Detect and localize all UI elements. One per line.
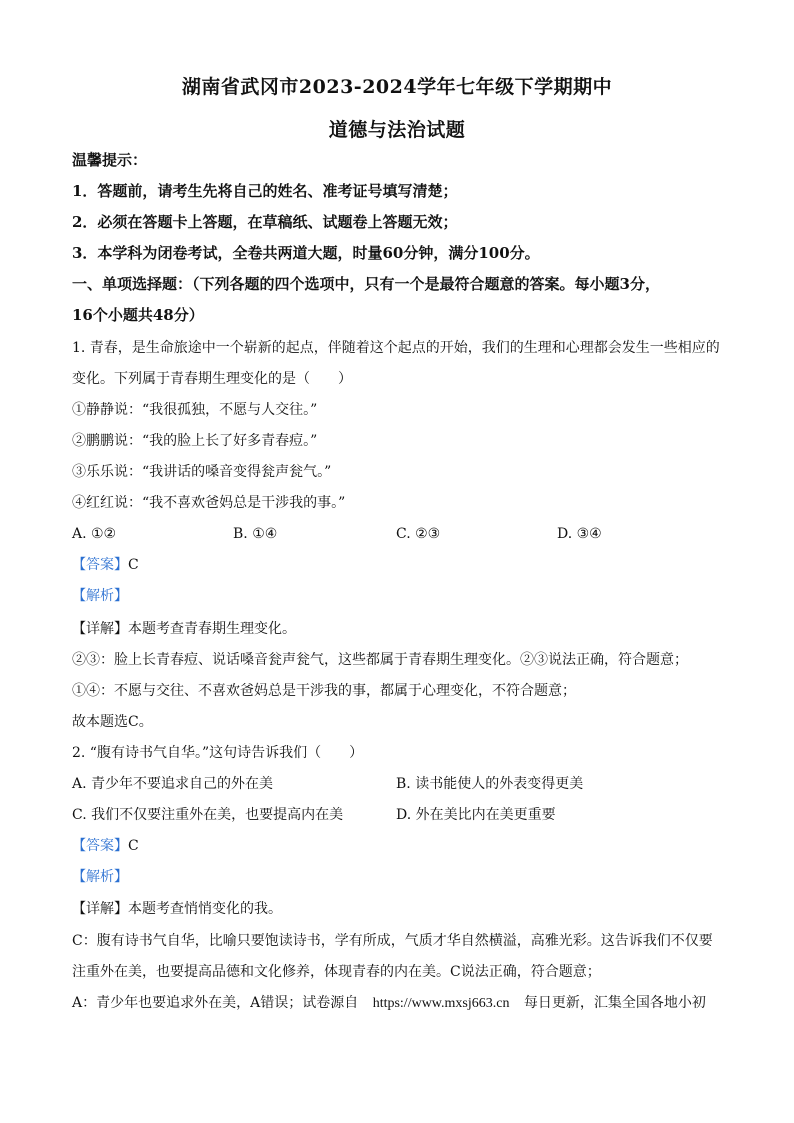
tip-item-2: 2．必须在答题卡上答题，在草稿纸、试题卷上答题无效；	[72, 213, 458, 231]
page-subtitle: 道德与法治试题	[328, 119, 466, 141]
q1-option-d: D. ③④	[557, 526, 602, 542]
q2-explanation-3	[72, 994, 706, 1013]
q2-detail	[72, 900, 282, 918]
q1-option-c: C. ②③	[396, 526, 441, 542]
q2-option-c: C. 我们不仅要注重外在美，也要提高内在美	[72, 807, 344, 823]
q1-detail-tag: 【详解】	[72, 621, 128, 637]
q2-explanation-1: C：腹有诗书气自华，比喻只要饱读诗书，学有所成，气质才华自然横溢，高雅光彩。这告诉我们不仅要	[72, 933, 713, 949]
q1-statement-4: ④红红说：“我不喜欢爸妈总是干涉我的事。”	[72, 495, 346, 511]
q2-analysis	[72, 868, 128, 886]
q2-detail-text: 本题考查悄悄变化的我。	[128, 901, 282, 917]
q1-analysis-tag: 【解析】	[72, 588, 128, 604]
q1-answer-value: C	[128, 557, 139, 573]
q2-option-d: D. 外在美比内在美更重要	[396, 807, 556, 823]
q2-explanation-2: 注重外在美，也要提高品德和文化修养，体现青春的内在美。C说法正确，符合题意；	[72, 964, 601, 980]
section-heading-line1: 一、单项选择题：（下列各题的四个选项中，只有一个是最符合题意的答案。每小题3分，	[72, 275, 660, 293]
q1-detail	[72, 620, 296, 638]
q1-answer	[72, 556, 139, 574]
q1-option-b: B. ①④	[233, 526, 278, 542]
q1-stem-line1: 1. 青春，是生命旅途中一个崭新的起点，伴随着这个起点的开始，我们的生理和心理都会发生一些相应的	[72, 340, 720, 356]
section-heading-line2: 16个小题共48分）	[72, 306, 204, 324]
q2-explanation-3-text: A：青少年也要追求外在美，A错误；试卷源自	[72, 995, 359, 1011]
q1-statement-2: ②鹏鹏说：“我的脸上长了好多青春痘。”	[72, 433, 318, 449]
tips-heading: 温馨提示：	[72, 151, 148, 169]
source-url-link[interactable]: https://www.mxsj663.cn	[372, 996, 510, 1011]
tip-item-1: 1．答题前，请考生先将自己的姓名、准考证号填写清楚；	[72, 182, 458, 200]
q2-analysis-tag: 【解析】	[72, 869, 128, 885]
q2-option-b: B. 读书能使人的外表变得更美	[396, 776, 584, 792]
q2-answer-value: C	[128, 838, 139, 854]
tip-item-3: 3．本学科为闭卷考试，全卷共两道大题，时量60分钟，满分100分。	[72, 244, 540, 262]
q1-conclusion: 故本题选C。	[72, 714, 153, 730]
q1-detail-text: 本题考查青春期生理变化。	[128, 621, 296, 637]
q2-explanation-3-tail: 每日更新，汇集全国各地小初	[523, 995, 706, 1011]
q1-analysis	[72, 587, 128, 605]
q1-statement-1: ①静静说：“我很孤独，不愿与人交往。”	[72, 402, 318, 418]
q1-stem-line2: 变化。下列属于青春期生理变化的是（ ）	[72, 371, 352, 387]
q2-answer-tag: 【答案】	[72, 838, 128, 854]
q2-detail-tag: 【详解】	[72, 901, 128, 917]
q2-stem: 2. “腹有诗书气自华。”这句诗告诉我们（ ）	[72, 745, 364, 761]
q2-option-a: A. 青少年不要追求自己的外在美	[72, 776, 274, 792]
page-title: 湖南省武冈市2023-2024学年七年级下学期期中	[181, 76, 613, 98]
q1-explanation-1: ②③：脸上长青春痘、说话嗓音瓮声瓮气，这些都属于青春期生理变化。②③说法正确，符合题意；	[72, 652, 688, 668]
q1-answer-tag: 【答案】	[72, 557, 128, 573]
q1-option-a: A. ①②	[72, 526, 117, 542]
q2-answer	[72, 837, 139, 855]
q1-explanation-2: ①④：不愿与交往、不喜欢爸妈总是干涉我的事，都属于心理变化，不符合题意；	[72, 683, 576, 699]
q1-statement-3: ③乐乐说：“我讲话的嗓音变得瓮声瓮气。”	[72, 464, 332, 480]
